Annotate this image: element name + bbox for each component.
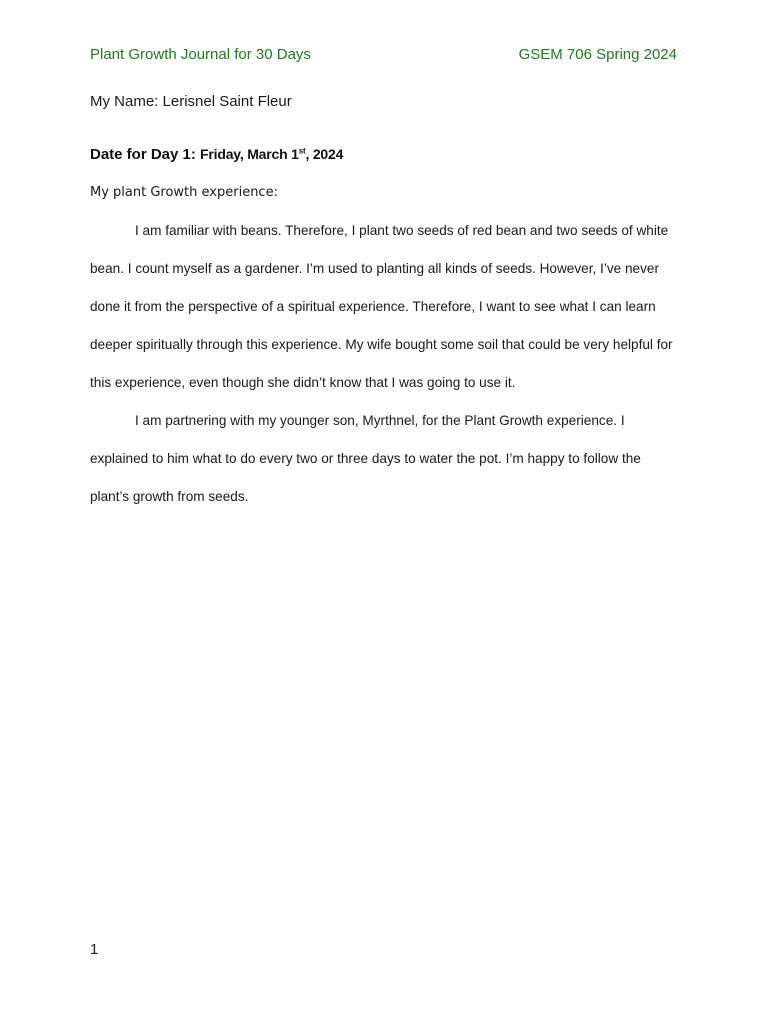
header-title: Plant Growth Journal for 30 Days <box>90 46 311 63</box>
date-ordinal-suffix: st <box>298 146 306 156</box>
journal-paragraph: I am familiar with beans. Therefore, I plant two seeds of red bean and two seeds of white bean. I count myself as a gardener. I’m used to planting all kinds of seeds. However, I’ve never done it from the perspective of a spiritual experience. Therefore, I want to see what I can learn deeper spiritually through this experience. My wife bought some soil that could be very helpful for this experience, even though she didn’t know that I was going to use it. <box>90 223 673 390</box>
date-value <box>200 146 343 162</box>
journal-paragraph: I am partnering with my younger son, Myrthnel, for the Plant Growth experience. I explained to him what to do every two or three days to water the pot. I’m happy to follow the plant’s growth from seeds. <box>90 413 641 504</box>
page-number: 1 <box>90 941 99 958</box>
author-name: My Name: Lerisnel Saint Fleur <box>90 93 292 110</box>
date-year: , 2024 <box>305 146 344 162</box>
experience-intro: My plant Growth experience: <box>90 185 278 200</box>
date-label: Date for Day 1: <box>90 146 201 163</box>
header-course: GSEM 706 Spring 2024 <box>518 46 677 63</box>
entry-date-heading <box>90 146 343 163</box>
date-main: Friday, March 1 <box>200 146 299 162</box>
